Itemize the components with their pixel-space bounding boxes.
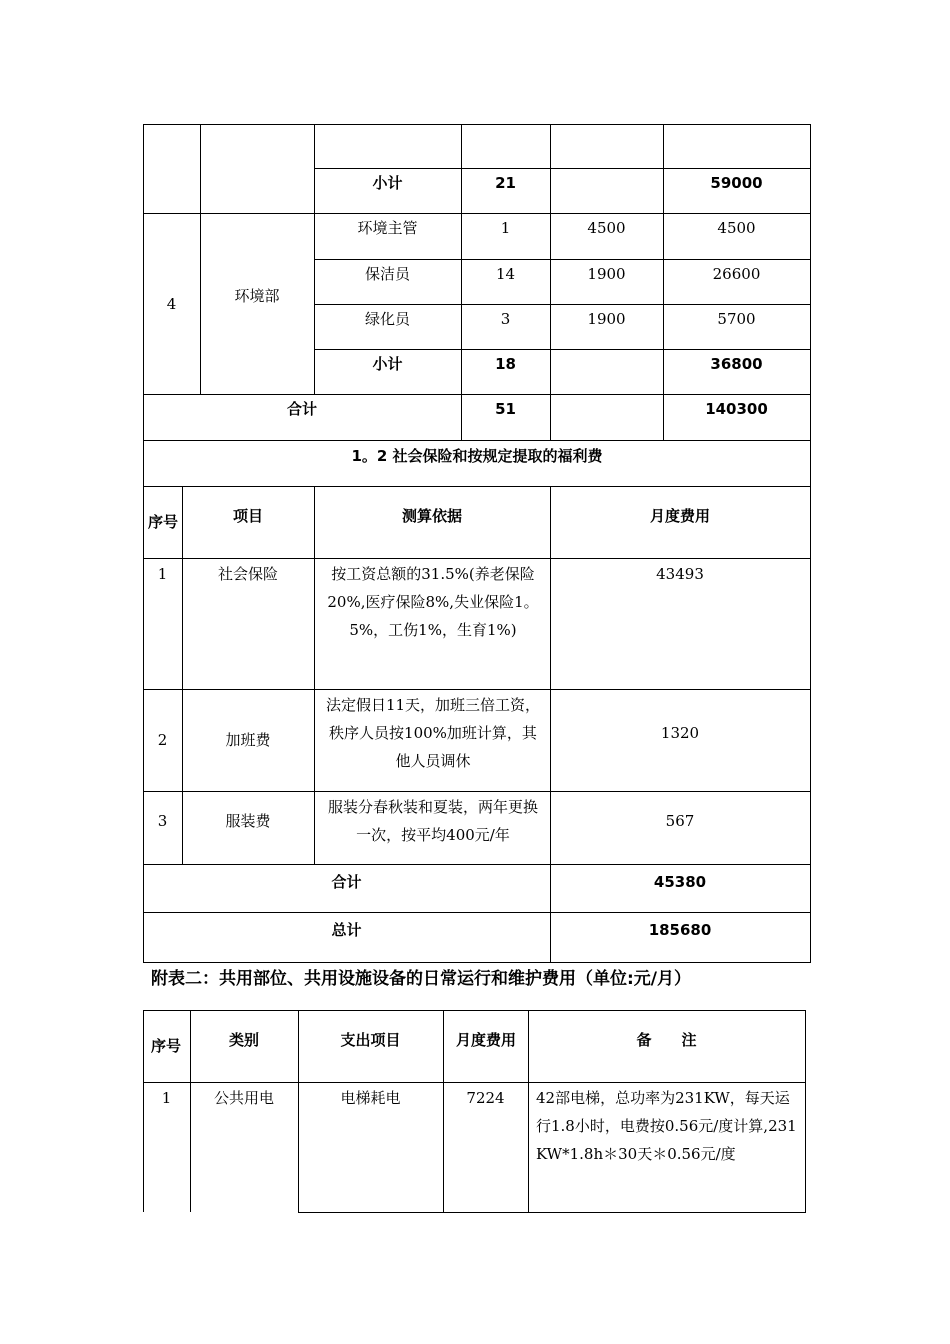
subtotal-label: 小计 bbox=[372, 174, 403, 192]
row-item: 服装费 bbox=[225, 812, 271, 830]
header-item: 项目 bbox=[232, 507, 263, 525]
table-cell: 3 bbox=[500, 310, 511, 328]
table-cell: 14 bbox=[495, 265, 516, 283]
table-cell: 1 bbox=[500, 219, 511, 237]
table-cell: 保洁员 bbox=[364, 265, 410, 283]
header-monthly: 月度费用 bbox=[455, 1031, 516, 1049]
table-cell: 5700 bbox=[717, 310, 756, 328]
dept-name: 环境部 bbox=[234, 287, 280, 305]
row-item: 加班费 bbox=[225, 731, 271, 749]
subtotal-amount: 36800 bbox=[710, 355, 763, 373]
table-cell: 4500 bbox=[587, 219, 626, 237]
subtotal-amount: 59000 bbox=[710, 174, 763, 192]
subtotal-count: 21 bbox=[495, 174, 516, 192]
grand-total-label: 合计 bbox=[286, 400, 317, 418]
table-cell bbox=[314, 124, 461, 168]
header-no: 序号 bbox=[151, 1037, 182, 1055]
header-category: 类别 bbox=[228, 1031, 259, 1049]
header-no: 序号 bbox=[148, 513, 179, 531]
row-no: 3 bbox=[157, 812, 168, 830]
row-item: 电梯耗电 bbox=[340, 1089, 401, 1107]
row-no: 2 bbox=[157, 731, 168, 749]
grand-total-amount: 140300 bbox=[705, 400, 768, 418]
table-cell: 绿化员 bbox=[364, 310, 410, 328]
dept-number: 4 bbox=[166, 294, 177, 313]
row-note: 42部电梯，总功率为231KW，每天运行1.8小时，电费按0.56元/度计算,231KW*1.8h＊30天＊0.56元/度 bbox=[536, 1089, 797, 1163]
row-basis: 法定假日11天，加班三倍工资，秩序人员按100%加班计算，其他人员调休 bbox=[325, 696, 541, 770]
total-value: 185680 bbox=[648, 921, 712, 939]
sum-label: 合计 bbox=[331, 873, 362, 891]
table-cell: 1900 bbox=[587, 265, 626, 283]
subtotal-count: 18 bbox=[495, 355, 516, 373]
row-monthly: 7224 bbox=[466, 1089, 505, 1107]
table-cell: 26600 bbox=[712, 265, 761, 283]
header-note: 备 注 bbox=[636, 1031, 697, 1049]
table-cell: 1900 bbox=[587, 310, 626, 328]
header-item: 支出项目 bbox=[340, 1031, 401, 1049]
row-item: 社会保险 bbox=[217, 565, 278, 583]
appendix-title: 附表二：共用部位、共用设施设备的日常运行和维护费用（单位:元/月） bbox=[151, 969, 692, 989]
row-no: 1 bbox=[157, 565, 168, 583]
row-basis: 服装分春秋装和夏装，两年更换一次，按平均400元/年 bbox=[327, 798, 538, 844]
subtotal-label: 小计 bbox=[372, 355, 403, 373]
grand-total-count: 51 bbox=[495, 400, 516, 418]
row-basis: 按工资总额的31.5%(养老保险20%,医疗保险8%,失业保险1。5%，工伤1%，生育1%) bbox=[327, 565, 539, 639]
section-title: 1。2 社会保险和按规定提取的福利费 bbox=[351, 447, 603, 465]
row-monthly: 43493 bbox=[656, 565, 704, 583]
row-monthly: 567 bbox=[665, 812, 695, 830]
row-monthly: 1320 bbox=[660, 724, 700, 742]
table-cell: 环境主管 bbox=[357, 219, 418, 237]
row-category: 公共用电 bbox=[213, 1089, 274, 1107]
header-monthly: 月度费用 bbox=[649, 507, 710, 525]
sum-value: 45380 bbox=[653, 873, 707, 891]
table-cell: 4500 bbox=[717, 219, 756, 237]
row-no: 1 bbox=[161, 1089, 172, 1107]
total-label: 总计 bbox=[331, 921, 362, 939]
header-basis: 测算依据 bbox=[401, 507, 462, 525]
